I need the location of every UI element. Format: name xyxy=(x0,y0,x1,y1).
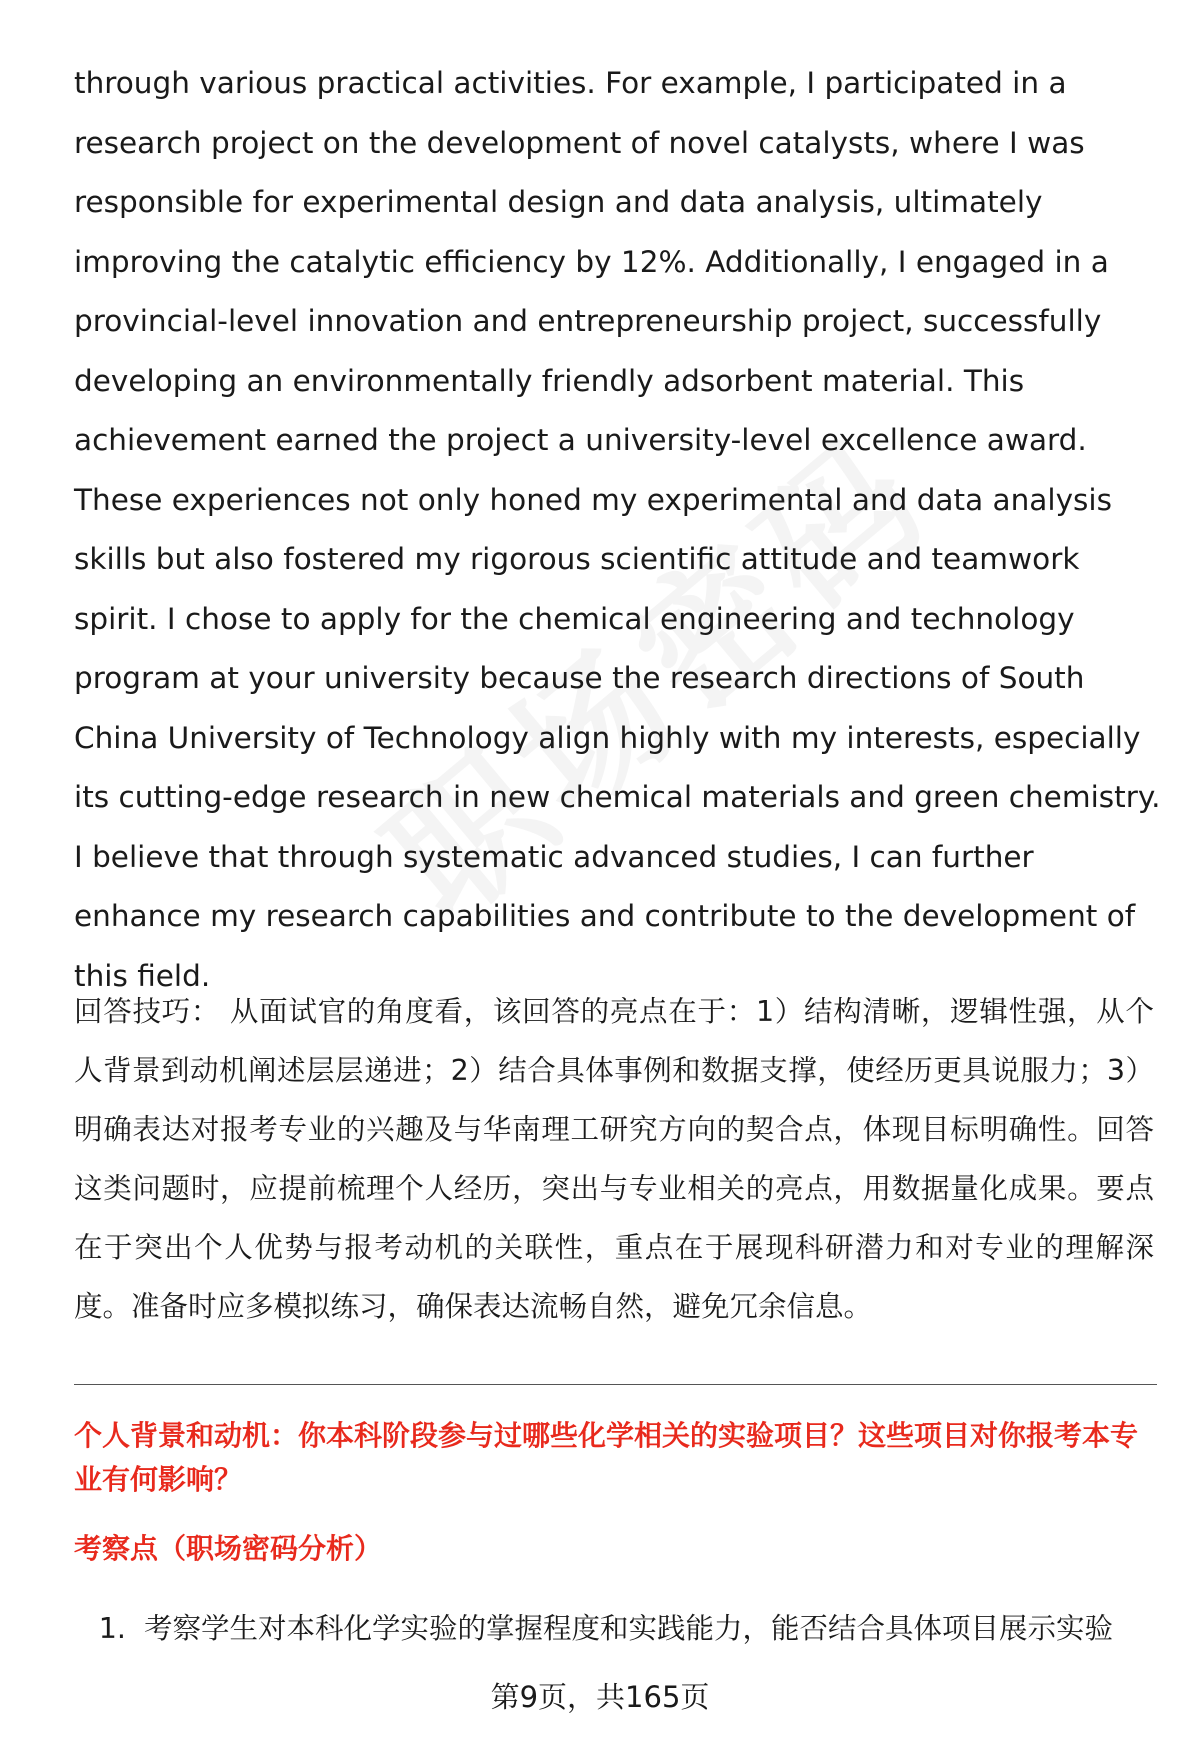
list-item xyxy=(74,1604,1164,1654)
assessment-points-heading: 考察点（职场密码分析） xyxy=(74,1532,383,1565)
section-divider xyxy=(74,1384,1157,1385)
list-item-text: 考察学生对本科化学实验的掌握程度和实践能力，能否结合具体项目展示实验 xyxy=(144,1612,1114,1645)
page-number-footer: 第9页，共165页 xyxy=(490,1680,710,1714)
list-item-number: 1. xyxy=(98,1612,126,1645)
answer-tips-paragraph: 回答技巧： 从面试官的角度看，该回答的亮点在于：1）结构清晰，逻辑性强，从个人背景到动机阐述层层递进；2）结合具体事例和数据支撑，使经历更具说服力；3）明确表达对报考专业的兴趣及与华南理工研究方向的契合点，体现目标明确性。回答这类问题时，应提前梳理个人经历，突出与专业相关的亮点，用数据量化成果。要点在于突出个人优势与报考动机的关联性，重点在于展现科研潜力和对专业的理解深度。准备时应多模拟练习，确保表达流畅自然，避免冗余信息。 xyxy=(74,995,1154,1323)
question-heading: 个人背景和动机：你本科阶段参与过哪些化学相关的实验项目？这些项目对你报考本专业有何影响？ xyxy=(74,1419,1139,1496)
assessment-points-list xyxy=(74,1604,1164,1654)
answer-paragraph-english: through various practical activities. For example, I participated in a research project on the development of novel catalysts, where I was responsible for experimental design and data analysis, ultimately improving the catalytic efficiency by 12%. Additionally, I engaged in a provincial-level innovation and entrepreneurship project, successfully developing an environmentally friendly adsorbent material. This achievement earned the project a university-level excellence award. These experiences not only honed my experimental and data analysis skills but also fostered my rigorous scientific attitude and teamwork spirit. I chose to apply for the chemical engineering and technology program at your university because the research directions of South China University of Technology align highly with my interests, especially its cutting-edge research in new chemical materials and green chemistry. I believe that through systematic advanced studies, I can further enhance my research capabilities and contribute to the development of this field. xyxy=(74,66,1161,993)
